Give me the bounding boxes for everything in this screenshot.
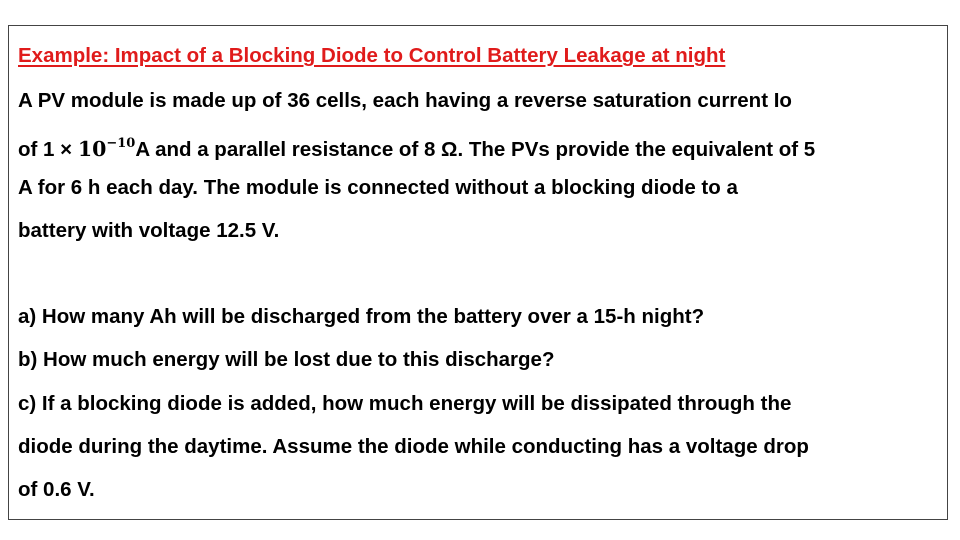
- problem-line-2: [18, 132, 815, 162]
- question-b: b) How much energy will be lost due to this discharge?: [18, 348, 555, 371]
- problem-line-4: battery with voltage 12.5 V.: [18, 219, 280, 242]
- problem-line-2-start: of 1 ×: [18, 138, 78, 161]
- question-a: a) How many Ah will be discharged from the battery over a 15-h night?: [18, 305, 705, 328]
- question-c-line-3: of 0.6 V.: [18, 478, 95, 501]
- slide-title: Example: Impact of a Blocking Diode to Control Battery Leakage at night: [18, 44, 726, 67]
- problem-line-2-end: A and a parallel resistance of 8 Ω. The PVs provide the equivalent of 5: [135, 138, 816, 161]
- problem-line-3: A for 6 h each day. The module is connected without a blocking diode to a: [18, 176, 738, 199]
- question-c-line-2: diode during the daytime. Assume the diode while conducting has a voltage drop: [18, 435, 809, 458]
- problem-line-1: A PV module is made up of 36 cells, each having a reverse saturation current Io: [18, 89, 792, 112]
- notation-base: 10: [77, 137, 107, 161]
- question-c-line-1: c) If a blocking diode is added, how much energy will be dissipated through the: [18, 392, 792, 415]
- scientific-notation: [78, 137, 136, 161]
- notation-exponent: −10: [106, 136, 136, 151]
